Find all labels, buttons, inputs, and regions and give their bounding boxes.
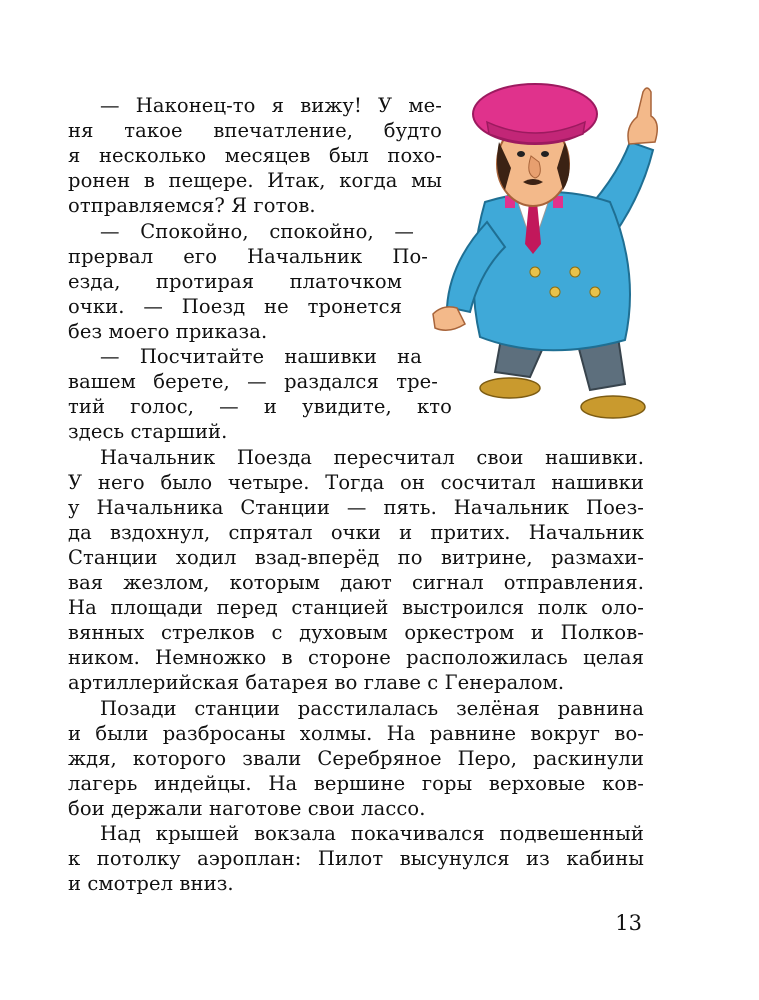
text-line: ждя, которого звали Серебряное Перо, раскинули — [68, 747, 644, 770]
text-line: вянных стрелков с духовым оркестром и Полков- — [68, 621, 644, 644]
text-line: ронен в пещере. Итак, когда мы — [68, 169, 442, 192]
text-line: я несколько месяцев был похо- — [68, 144, 442, 167]
text-line: у Начальника Станции — пять. Начальник Поез- — [68, 496, 644, 519]
text-line: Позади станции расстилалась зелёная равнина — [100, 697, 644, 720]
text-line: На площади перед станцией выстроился полк оло- — [68, 596, 644, 619]
text-line: езда, протирая платочком — [68, 270, 402, 293]
station-master-illustration — [425, 72, 685, 432]
text-line: ня такое впечатление, будто — [68, 119, 442, 142]
text-line: к потолку аэроплан: Пилот высунулся из кабины — [68, 847, 644, 870]
text-line: У него было четыре. Тогда он сосчитал нашивки — [68, 471, 644, 494]
text-line: артиллерийская батарея во главе с Генералом. — [68, 671, 565, 694]
text-line: да вздохнул, спрятал очки и притих. Начальник — [68, 521, 644, 544]
text-line: Станции ходил взад-вперёд по витрине, размахи- — [68, 546, 644, 569]
text-line: — Наконец-то я вижу! У ме- — [100, 94, 442, 117]
text-line: Над крышей вокзала покачивался подвешенный — [100, 822, 644, 845]
text-line: вая жезлом, которым дают сигнал отправления. — [68, 571, 644, 594]
text-line: — Спокойно, спокойно, — — [100, 220, 414, 243]
text-line: — Посчитайте нашивки на — [100, 345, 422, 368]
text-line: очки. — Поезд не тронется — [68, 295, 402, 318]
text-line: и смотрел вниз. — [68, 872, 234, 895]
text-line: здесь старший. — [68, 420, 228, 443]
text-line: без моего приказа. — [68, 320, 268, 343]
text-line: ником. Немножко в стороне расположилась целая — [68, 646, 644, 669]
text-line: лагерь индейцы. На вершине горы верховые ков- — [68, 772, 644, 795]
text-line: отправляемся? Я готов. — [68, 194, 316, 217]
text-line: Начальник Поезда пересчитал свои нашивки. — [100, 446, 644, 469]
page-number: 13 — [615, 911, 642, 935]
text-line: и были разбросаны холмы. На равнине вокруг во- — [68, 722, 644, 745]
text-line: вашем берете, — раздался тре- — [68, 370, 438, 393]
text-line: тий голос, — и увидите, кто — [68, 395, 452, 418]
text-line: бои держали наготове свои лассо. — [68, 797, 426, 820]
text-line: прервал его Начальник По- — [68, 245, 428, 268]
